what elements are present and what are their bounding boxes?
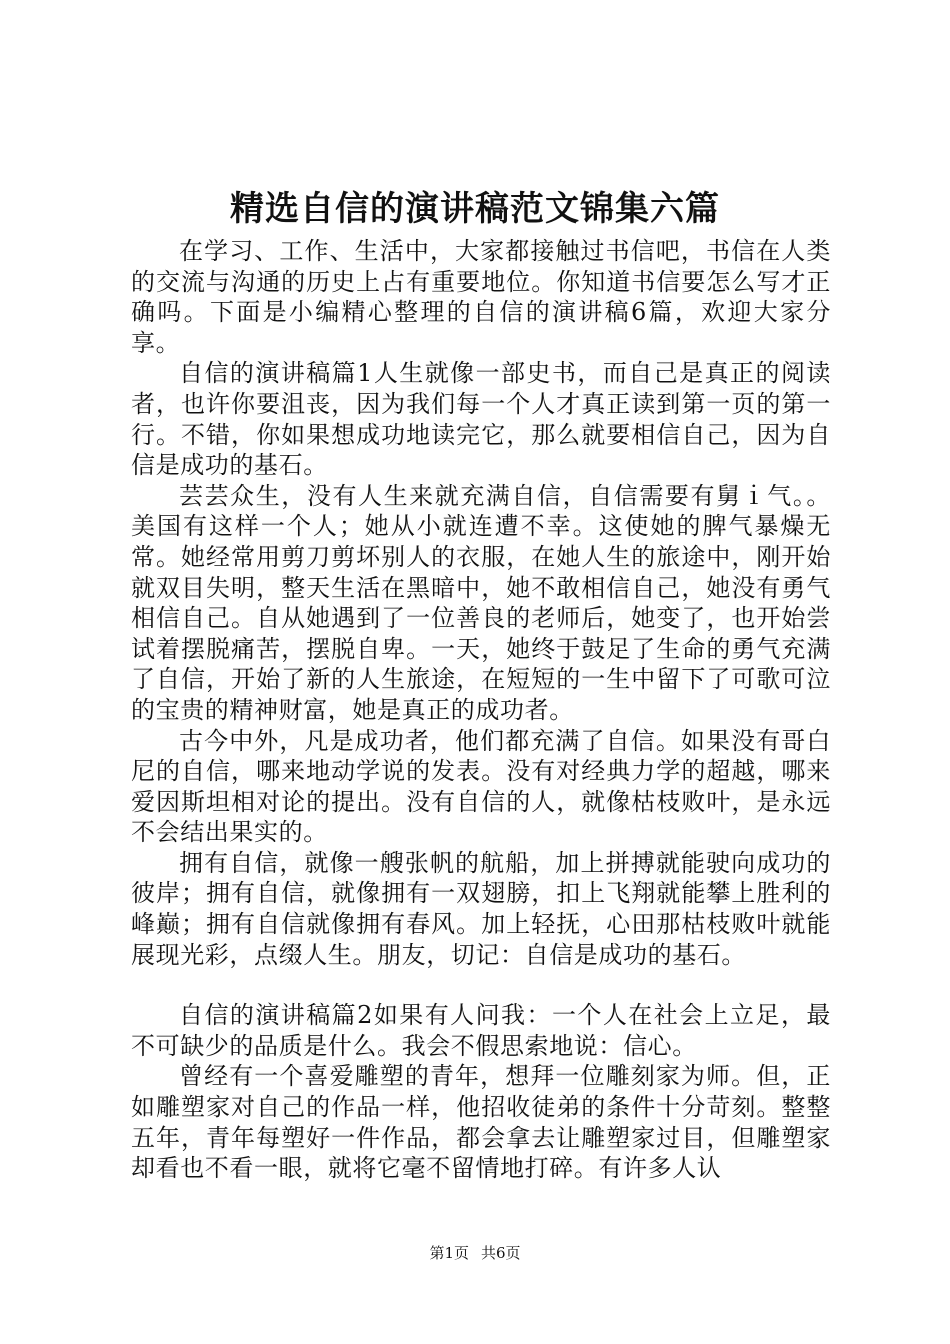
page-footer [0, 1243, 950, 1263]
paragraph-speech-1-opening: 自信的演讲稿篇1人生就像一部史书，而自己是真正的阅读者，也许你要沮丧，因为我们每一个人才真正读到第一页的第一行。不错，你如果想成功地读完它，那么就要相信自己，因为自信是成功的基石。 [131, 359, 831, 480]
document-title: 精选自信的演讲稿范文锦集六篇 [230, 189, 720, 229]
document-body [131, 236, 831, 1184]
page-number: 第1页 [429, 1244, 469, 1262]
paragraph-speech-2-opening: 自信的演讲稿篇2如果有人问我：一个人在社会上立足，最不可缺少的品质是什么。我会不假思索地说：信心。 [131, 1001, 831, 1060]
page-total: 共6页 [481, 1244, 521, 1262]
paragraph-speech-1-story: 芸芸众生，没有人生来就充满自信，自信需要有舅ｉ气。。美国有这样一个人；她从小就连遭不幸。这使她的脾气暴燥无常。她经常用剪刀剪坏别人的衣服，在她人生的旅途中，刚开始就双目失明，整天生活在黑暗中，她不敢相信自己，她没有勇气相信自己。自从她遇到了一位善良的老师后，她变了，也开始尝试着摆脱痛苦，摆脱自卑。一天，她终于鼓足了生命的勇气充满了自信，开始了新的人生旅途，在短短的一生中留下了可歌可泣的宝贵的精神财富，她是真正的成功者。 [131, 481, 831, 724]
paragraph-speech-1-examples: 古今中外，凡是成功者，他们都充满了自信。如果没有哥白尼的自信，哪来地动学说的发表。没有对经典力学的超越，哪来爱因斯坦相对论的提出。没有自信的人，就像枯枝败叶，是永远不会结出果实的。 [131, 726, 831, 847]
paragraph-speech-1-conclusion: 拥有自信，就像一艘张帆的航船，加上拼搏就能驶向成功的彼岸；拥有自信，就像拥有一双翅膀，扣上飞翔就能攀上胜利的峰巅；拥有自信就像拥有春风。加上轻抚，心田那枯枝败叶就能展现光彩，点缀人生。朋友，切记：自信是成功的基石。 [131, 848, 831, 969]
paragraph-intro: 在学习、工作、生活中，大家都接触过书信吧，书信在人类的交流与沟通的历史上占有重要地位。你知道书信要怎么写才正确吗。下面是小编精心整理的自信的演讲稿6篇，欢迎大家分享。 [131, 237, 831, 357]
paragraph-speech-2-story: 曾经有一个喜爱雕塑的青年，想拜一位雕刻家为师。但，正如雕塑家对自己的作品一样，他招收徒弟的条件十分苛刻。整整五年，青年每塑好一件作品，都会拿去让雕塑家过目，但雕塑家却看也不看一眼，就将它毫不留情地打碎。有许多人认 [131, 1062, 831, 1183]
